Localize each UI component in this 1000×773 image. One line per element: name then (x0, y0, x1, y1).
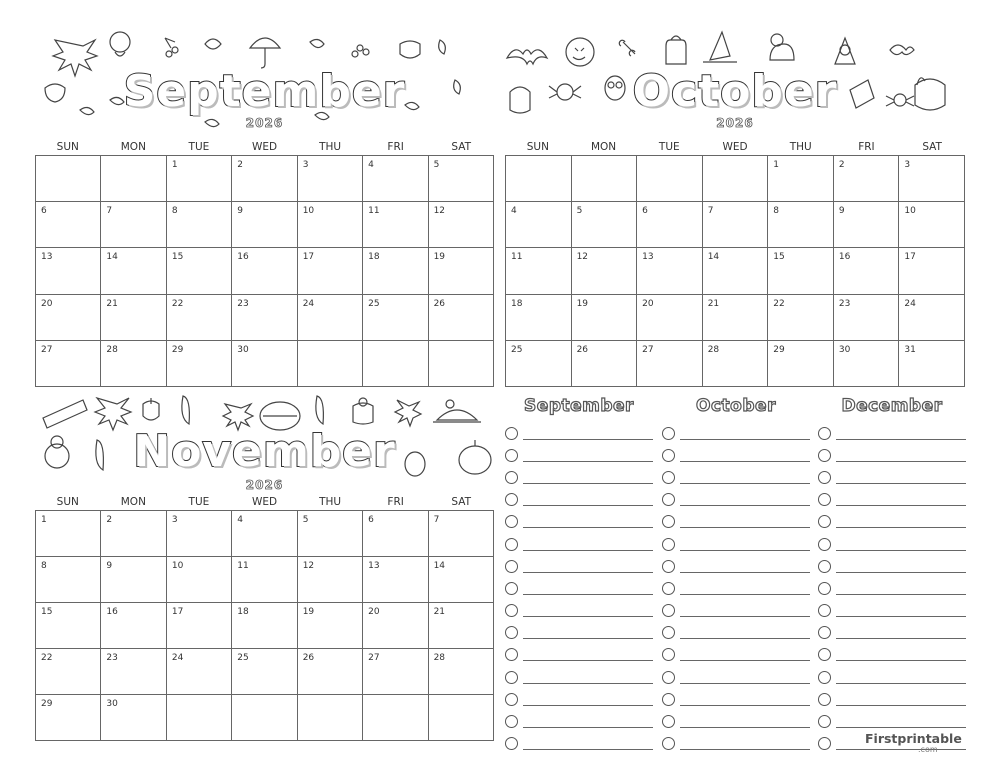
date-cell (298, 341, 363, 387)
todo-item (505, 533, 653, 555)
checkbox-circle-icon (505, 626, 518, 639)
todo-item (818, 489, 966, 511)
date-cell: 14 (429, 557, 494, 603)
weekday-label: FRI (858, 141, 875, 153)
date-cell: 4 (363, 156, 428, 202)
todo-line (523, 560, 653, 573)
checkbox-circle-icon (818, 671, 831, 684)
date-cell: 10 (298, 202, 363, 248)
checkbox-circle-icon (505, 427, 518, 440)
todo-item (662, 600, 810, 622)
date-cell: 9 (232, 202, 297, 248)
todo-item (505, 422, 653, 444)
date-cell: 13 (637, 248, 703, 294)
todo-line (836, 604, 966, 617)
todo-item (818, 422, 966, 444)
checkbox-circle-icon (505, 737, 518, 750)
date-cell: 20 (637, 295, 703, 341)
weekday-header (35, 141, 494, 153)
weekday-label: THU (319, 496, 342, 508)
checkbox-circle-icon (818, 515, 831, 528)
date-cell: 3 (167, 511, 232, 557)
date-cell: 30 (834, 341, 900, 387)
todo-line (680, 648, 810, 661)
date-cell: 28 (101, 341, 166, 387)
todo-item (818, 466, 966, 488)
date-cell: 19 (572, 295, 638, 341)
date-cell: 18 (232, 603, 297, 649)
todo-item (662, 466, 810, 488)
date-cell: 11 (363, 202, 428, 248)
date-cell: 4 (506, 202, 572, 248)
date-cell (363, 695, 428, 741)
date-cell: 21 (101, 295, 166, 341)
calendar-september (35, 30, 494, 387)
checkbox-circle-icon (662, 648, 675, 661)
todo-item (662, 666, 810, 688)
todo-line (680, 604, 810, 617)
todo-item (505, 466, 653, 488)
date-cell: 28 (703, 341, 769, 387)
todo-line (680, 715, 810, 728)
october-banner (505, 30, 965, 130)
date-cell: 5 (298, 511, 363, 557)
checkbox-circle-icon (662, 693, 675, 706)
checkbox-circle-icon (662, 538, 675, 551)
checkbox-circle-icon (818, 427, 831, 440)
date-cell (506, 156, 572, 202)
todo-line (836, 449, 966, 462)
weekday-label: WED (251, 141, 278, 153)
date-cell: 13 (36, 248, 101, 294)
weekday-label: THU (789, 141, 812, 153)
date-cell: 24 (298, 295, 363, 341)
date-cell (167, 695, 232, 741)
date-cell: 18 (363, 248, 428, 294)
checkbox-circle-icon (662, 560, 675, 573)
todo-line (523, 671, 653, 684)
todo-line (680, 626, 810, 639)
todo-item (818, 533, 966, 555)
date-cell: 27 (637, 341, 703, 387)
checkbox-circle-icon (818, 648, 831, 661)
date-cell: 21 (429, 603, 494, 649)
date-cell (36, 156, 101, 202)
date-cell: 19 (298, 603, 363, 649)
todo-rows (662, 422, 810, 755)
todo-line (523, 737, 653, 750)
date-cell: 31 (899, 341, 965, 387)
date-cell: 16 (101, 603, 166, 649)
date-grid (35, 510, 494, 741)
date-cell: 26 (572, 341, 638, 387)
checkbox-circle-icon (505, 693, 518, 706)
checkbox-circle-icon (662, 427, 675, 440)
todo-item (505, 666, 653, 688)
date-cell: 24 (899, 295, 965, 341)
date-cell: 11 (232, 557, 297, 603)
todo-item (505, 511, 653, 533)
date-cell: 2 (101, 511, 166, 557)
todo-line (680, 427, 810, 440)
todo-item (662, 511, 810, 533)
checkbox-circle-icon (662, 671, 675, 684)
date-cell (429, 695, 494, 741)
todo-line (836, 648, 966, 661)
date-cell (572, 156, 638, 202)
checkbox-circle-icon (505, 471, 518, 484)
todo-item (662, 422, 810, 444)
checkbox-circle-icon (505, 449, 518, 462)
date-cell: 29 (768, 341, 834, 387)
checkbox-circle-icon (505, 515, 518, 528)
date-cell: 7 (703, 202, 769, 248)
checkbox-circle-icon (662, 471, 675, 484)
todo-line (523, 582, 653, 595)
date-cell: 17 (298, 248, 363, 294)
calendar-october (505, 30, 965, 387)
todo-item (505, 644, 653, 666)
date-cell (637, 156, 703, 202)
todo-item (505, 688, 653, 710)
date-cell: 13 (363, 557, 428, 603)
date-cell: 8 (768, 202, 834, 248)
brand-logo: Firstprintable (865, 731, 962, 746)
checkbox-circle-icon (662, 515, 675, 528)
date-cell: 5 (572, 202, 638, 248)
month-year: 2026 (245, 478, 284, 492)
weekday-label: SUN (526, 141, 549, 153)
date-cell: 25 (506, 341, 572, 387)
todo-item (662, 688, 810, 710)
todo-item (818, 511, 966, 533)
date-cell: 4 (232, 511, 297, 557)
todo-line (523, 515, 653, 528)
weekday-label: WED (251, 496, 278, 508)
date-cell (703, 156, 769, 202)
checkbox-circle-icon (505, 648, 518, 661)
calendar-november (35, 390, 494, 741)
todo-title: September (524, 396, 634, 416)
weekday-label: TUE (188, 141, 210, 153)
date-cell: 21 (703, 295, 769, 341)
todo-line (836, 693, 966, 706)
checkbox-circle-icon (505, 538, 518, 551)
todo-line (523, 538, 653, 551)
weekday-label: SUN (56, 496, 79, 508)
todo-item (818, 600, 966, 622)
date-cell (101, 156, 166, 202)
date-cell: 15 (768, 248, 834, 294)
date-cell: 6 (36, 202, 101, 248)
date-cell: 29 (36, 695, 101, 741)
todo-item (662, 577, 810, 599)
todo-item (818, 577, 966, 599)
date-cell: 2 (834, 156, 900, 202)
date-cell (232, 695, 297, 741)
todo-title: December (841, 396, 943, 416)
todo-line (836, 582, 966, 595)
todo-line (680, 671, 810, 684)
date-cell: 22 (36, 649, 101, 695)
date-cell: 8 (167, 202, 232, 248)
todo-line (680, 538, 810, 551)
month-title: September (123, 66, 406, 117)
date-cell: 25 (363, 295, 428, 341)
todo-item (818, 710, 966, 732)
date-cell: 5 (429, 156, 494, 202)
checkbox-circle-icon (662, 582, 675, 595)
weekday-label: SAT (451, 141, 472, 153)
date-cell: 12 (429, 202, 494, 248)
brand-suffix: .com (918, 745, 938, 754)
date-cell: 28 (429, 649, 494, 695)
todo-line (836, 560, 966, 573)
date-cell: 23 (834, 295, 900, 341)
weekday-label: MON (590, 141, 617, 153)
weekday-label: SUN (56, 141, 79, 153)
todo-item (662, 710, 810, 732)
checkbox-circle-icon (818, 560, 831, 573)
date-cell: 14 (101, 248, 166, 294)
date-cell (363, 341, 428, 387)
todo-line (680, 493, 810, 506)
date-cell: 16 (232, 248, 297, 294)
november-banner (35, 390, 494, 490)
checkbox-circle-icon (818, 582, 831, 595)
date-cell: 22 (768, 295, 834, 341)
todo-item (505, 710, 653, 732)
todo-line (836, 671, 966, 684)
date-cell: 9 (101, 557, 166, 603)
date-cell: 23 (101, 649, 166, 695)
checkbox-circle-icon (818, 538, 831, 551)
date-cell: 8 (36, 557, 101, 603)
checkbox-circle-icon (662, 493, 675, 506)
date-cell: 18 (506, 295, 572, 341)
todo-item (505, 600, 653, 622)
date-grid (35, 155, 494, 387)
checkbox-circle-icon (818, 715, 831, 728)
weekday-label: SAT (922, 141, 942, 153)
date-cell: 27 (36, 341, 101, 387)
date-cell: 22 (167, 295, 232, 341)
todo-line (680, 449, 810, 462)
todo-list-september (505, 396, 653, 755)
todo-line (523, 427, 653, 440)
date-cell: 30 (101, 695, 166, 741)
checkbox-circle-icon (662, 737, 675, 750)
checkbox-circle-icon (505, 671, 518, 684)
todo-item (505, 733, 653, 755)
date-cell: 25 (232, 649, 297, 695)
date-cell: 19 (429, 248, 494, 294)
weekday-header (505, 141, 965, 153)
weekday-label: TUE (658, 141, 680, 153)
todo-item (662, 733, 810, 755)
checkbox-circle-icon (505, 560, 518, 573)
month-title: October (632, 66, 838, 117)
date-cell: 2 (232, 156, 297, 202)
checkbox-circle-icon (818, 449, 831, 462)
checkbox-circle-icon (818, 626, 831, 639)
checkbox-circle-icon (818, 493, 831, 506)
date-cell: 1 (36, 511, 101, 557)
date-cell: 24 (167, 649, 232, 695)
date-cell: 20 (36, 295, 101, 341)
todo-line (523, 715, 653, 728)
month-title: November (133, 426, 396, 477)
todo-line (523, 693, 653, 706)
date-cell: 14 (703, 248, 769, 294)
checkbox-circle-icon (818, 604, 831, 617)
todo-line (680, 515, 810, 528)
checkbox-circle-icon (505, 582, 518, 595)
date-cell: 10 (899, 202, 965, 248)
todo-item (818, 666, 966, 688)
todo-line (680, 693, 810, 706)
date-cell: 3 (298, 156, 363, 202)
date-cell: 15 (167, 248, 232, 294)
date-cell: 17 (899, 248, 965, 294)
todo-line (523, 604, 653, 617)
todo-line (523, 449, 653, 462)
checkbox-circle-icon (818, 737, 831, 750)
date-cell: 23 (232, 295, 297, 341)
date-cell: 11 (506, 248, 572, 294)
todo-line (680, 471, 810, 484)
checkbox-circle-icon (818, 693, 831, 706)
date-cell: 12 (572, 248, 638, 294)
date-cell: 1 (768, 156, 834, 202)
september-banner (35, 30, 494, 130)
todo-list-october (662, 396, 810, 755)
todo-line (836, 626, 966, 639)
todo-item (818, 688, 966, 710)
date-cell: 30 (232, 341, 297, 387)
checkbox-circle-icon (505, 493, 518, 506)
date-cell (298, 695, 363, 741)
todo-line (523, 493, 653, 506)
todo-line (680, 560, 810, 573)
checkbox-circle-icon (662, 715, 675, 728)
todo-rows (818, 422, 966, 755)
todo-line (836, 538, 966, 551)
checkbox-circle-icon (662, 626, 675, 639)
todo-line (836, 515, 966, 528)
date-cell: 26 (429, 295, 494, 341)
weekday-label: THU (319, 141, 342, 153)
weekday-label: TUE (188, 496, 210, 508)
todo-line (836, 427, 966, 440)
date-cell: 1 (167, 156, 232, 202)
todo-item (505, 489, 653, 511)
checkbox-circle-icon (662, 449, 675, 462)
checkbox-circle-icon (818, 471, 831, 484)
date-cell: 15 (36, 603, 101, 649)
todo-line (680, 582, 810, 595)
weekday-label: WED (722, 141, 748, 153)
weekday-label: FRI (387, 141, 404, 153)
month-year: 2026 (716, 116, 754, 130)
date-cell: 27 (363, 649, 428, 695)
todo-item (662, 489, 810, 511)
todo-item (662, 644, 810, 666)
date-cell: 29 (167, 341, 232, 387)
todo-item (662, 444, 810, 466)
date-cell: 9 (834, 202, 900, 248)
date-cell: 7 (101, 202, 166, 248)
checkbox-circle-icon (505, 604, 518, 617)
weekday-header (35, 496, 494, 508)
date-cell: 7 (429, 511, 494, 557)
date-cell: 17 (167, 603, 232, 649)
date-cell: 6 (637, 202, 703, 248)
checkbox-circle-icon (662, 604, 675, 617)
todo-item (818, 622, 966, 644)
todo-line (523, 648, 653, 661)
todo-rows (505, 422, 653, 755)
todo-item (818, 555, 966, 577)
date-cell: 20 (363, 603, 428, 649)
todo-line (523, 626, 653, 639)
todo-list-december (818, 396, 966, 755)
checkbox-circle-icon (505, 715, 518, 728)
todo-item (818, 444, 966, 466)
date-cell: 6 (363, 511, 428, 557)
date-cell: 10 (167, 557, 232, 603)
todo-item (818, 644, 966, 666)
todo-item (662, 555, 810, 577)
todo-line (836, 715, 966, 728)
todo-item (505, 555, 653, 577)
todo-item (505, 577, 653, 599)
todo-title: October (696, 396, 776, 416)
weekday-label: FRI (387, 496, 404, 508)
todo-item (662, 622, 810, 644)
date-cell: 16 (834, 248, 900, 294)
date-cell (429, 341, 494, 387)
todo-line (523, 471, 653, 484)
todo-line (680, 737, 810, 750)
date-cell: 12 (298, 557, 363, 603)
weekday-label: MON (120, 496, 146, 508)
weekday-label: SAT (451, 496, 472, 508)
date-grid (505, 155, 965, 387)
todo-line (836, 471, 966, 484)
todo-item (662, 533, 810, 555)
weekday-label: MON (120, 141, 146, 153)
date-cell: 26 (298, 649, 363, 695)
todo-item (505, 622, 653, 644)
month-year: 2026 (245, 116, 284, 130)
todo-line (836, 493, 966, 506)
todo-item (505, 444, 653, 466)
date-cell: 3 (899, 156, 965, 202)
